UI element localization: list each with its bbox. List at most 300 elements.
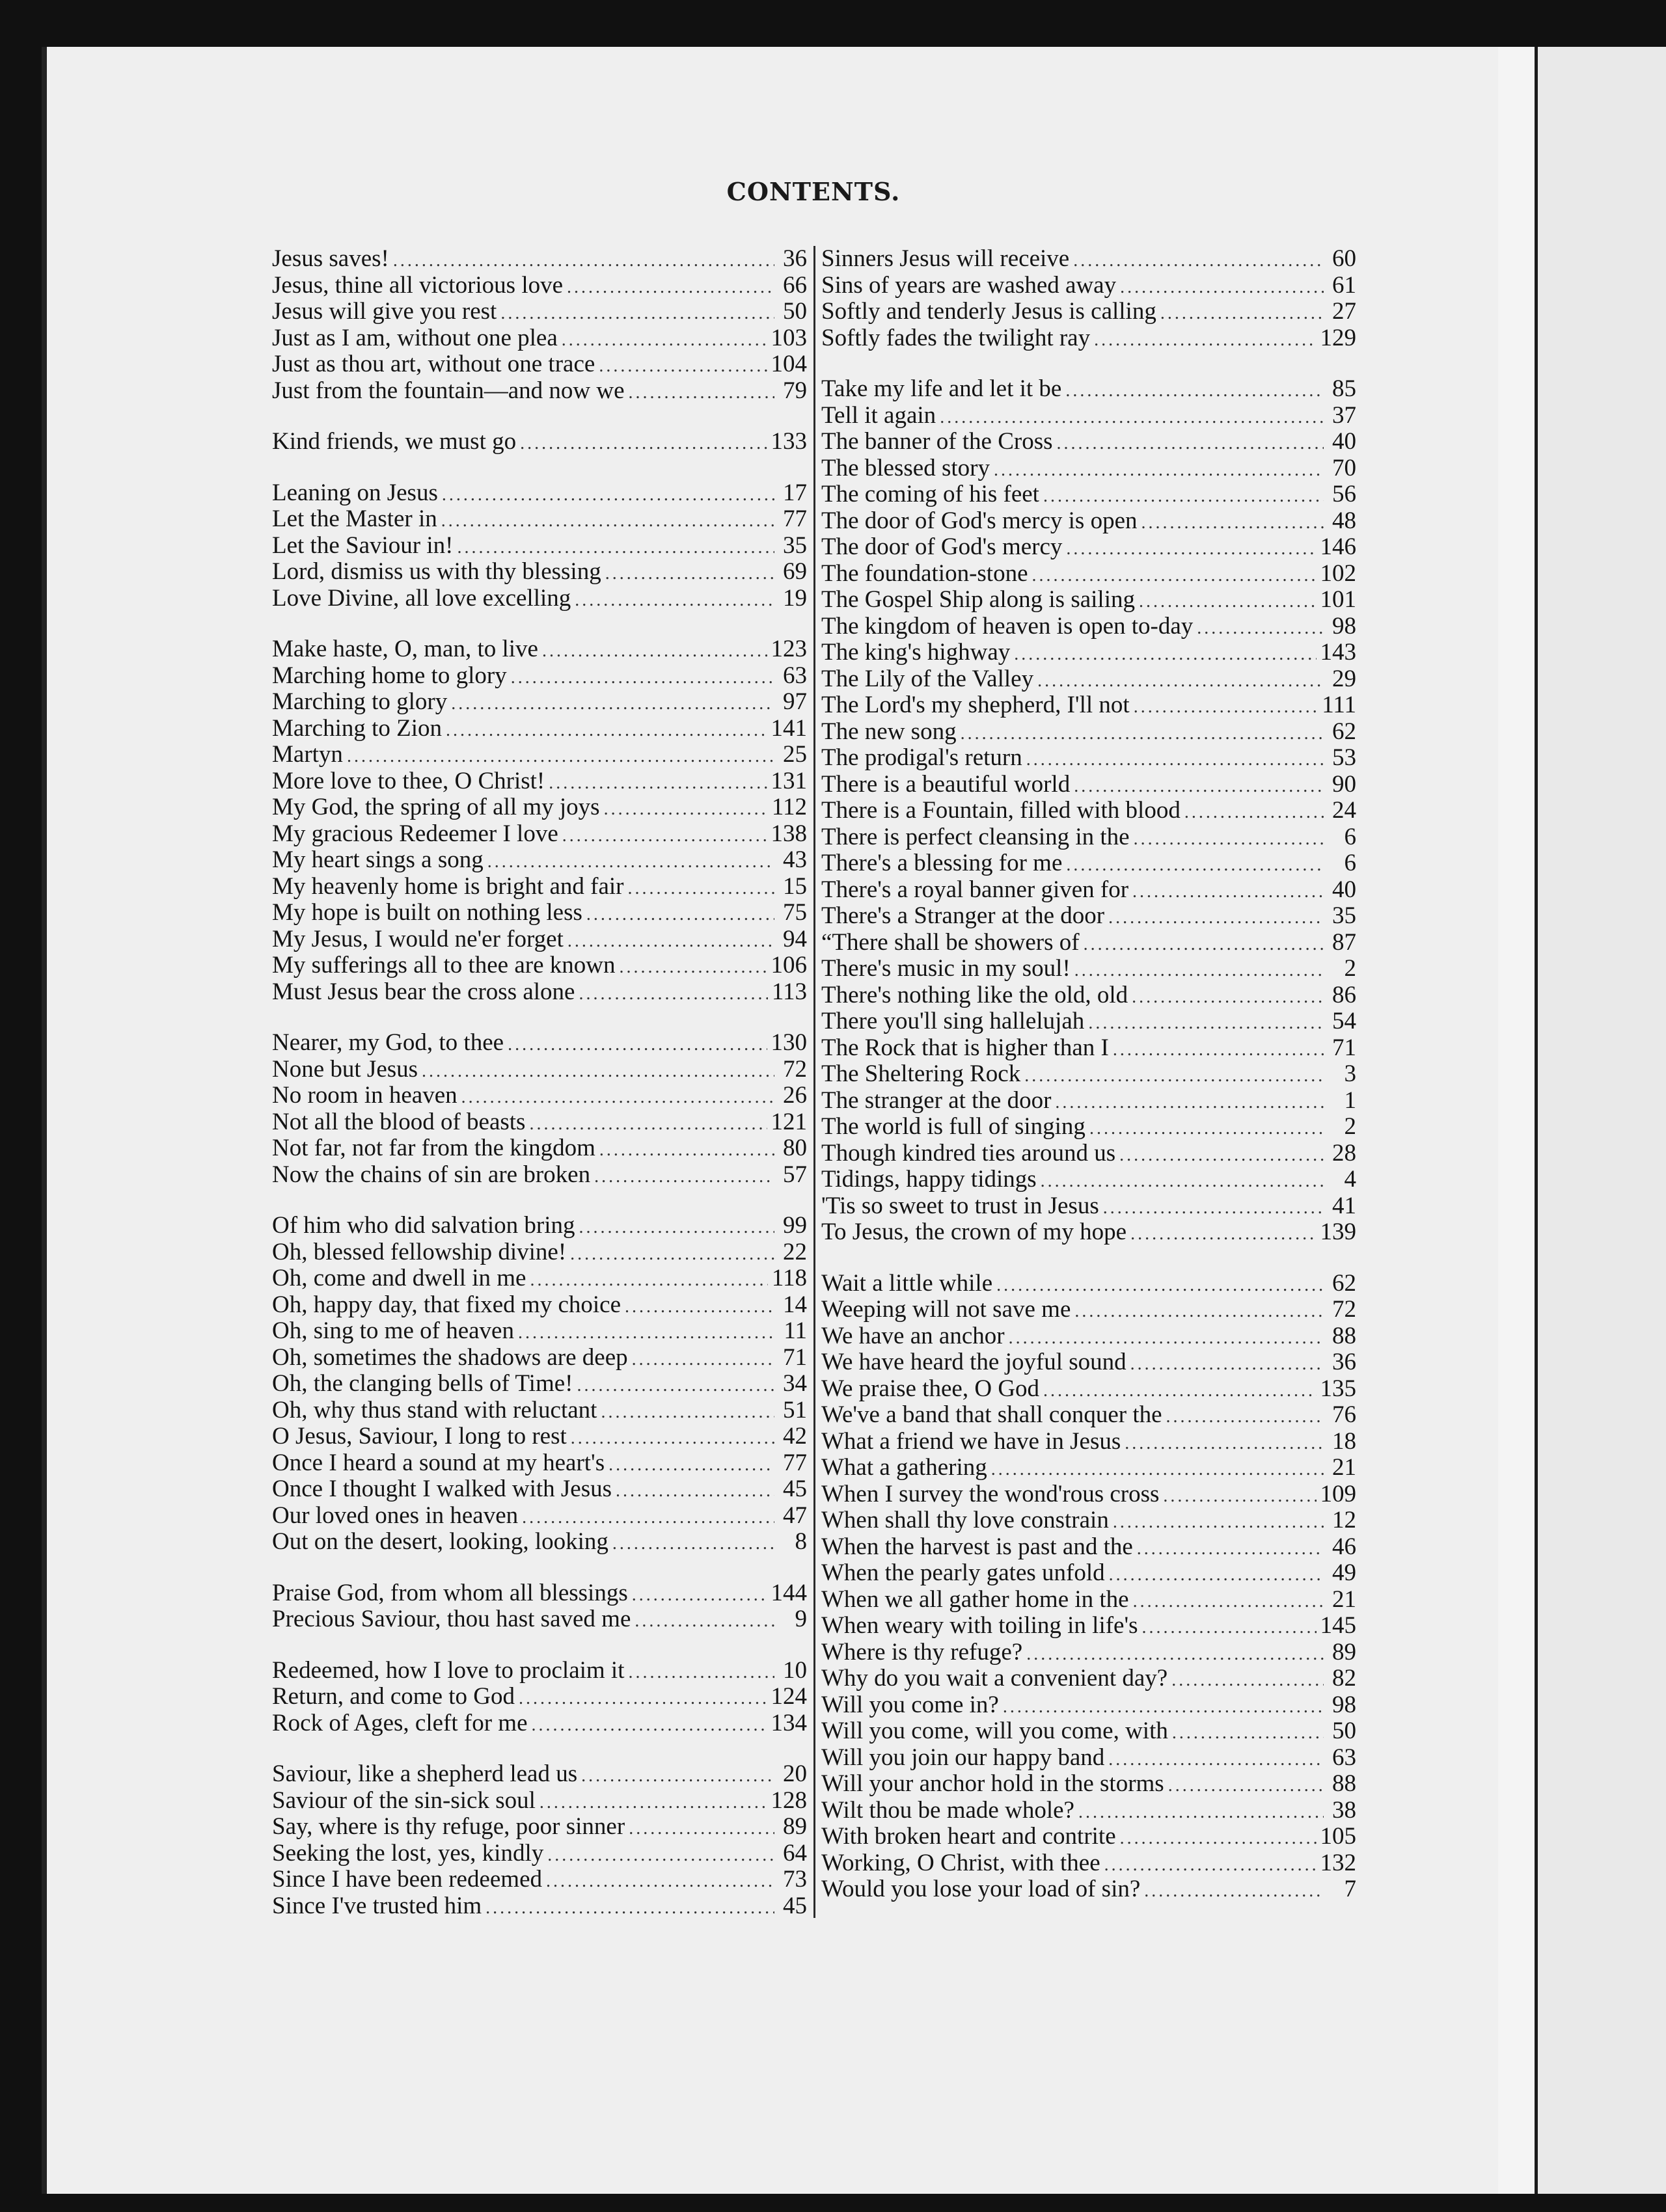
contents-entry bbox=[272, 794, 807, 821]
page-number: 131 bbox=[771, 768, 807, 794]
contents-entry bbox=[821, 1271, 1356, 1297]
dot-leader bbox=[629, 1660, 775, 1684]
contents-entry bbox=[272, 1503, 807, 1530]
contents-entry bbox=[272, 716, 807, 742]
dot-leader bbox=[608, 1452, 774, 1477]
hymn-title: The Rock that is higher than I bbox=[821, 1034, 1109, 1061]
page-number: 143 bbox=[1320, 640, 1356, 666]
contents-entry bbox=[272, 1684, 807, 1710]
page-number: 4 bbox=[1344, 1167, 1356, 1193]
page-number: 56 bbox=[1332, 481, 1356, 507]
hymn-title: My heart sings a song bbox=[272, 847, 484, 873]
dot-leader bbox=[629, 1816, 774, 1841]
hymn-title: No room in heaven bbox=[272, 1083, 457, 1109]
hymn-title: Oh, happy day, that fixed my choice bbox=[272, 1291, 621, 1318]
contents-entry bbox=[272, 952, 807, 979]
page-number: 57 bbox=[783, 1161, 807, 1188]
dot-leader bbox=[1119, 1142, 1324, 1167]
hymn-title: Just from the fountain—and now we bbox=[272, 377, 625, 404]
hymn-title: Since I have been redeemed bbox=[272, 1867, 543, 1893]
dot-leader bbox=[500, 301, 774, 325]
contents-group bbox=[272, 1580, 807, 1633]
contents-entry bbox=[272, 1658, 807, 1684]
page-number: 113 bbox=[771, 978, 807, 1005]
dot-leader bbox=[1024, 1063, 1324, 1088]
dot-leader bbox=[1074, 1299, 1324, 1323]
hymn-title: Let the Saviour in! bbox=[272, 532, 454, 559]
page-number: 12 bbox=[1332, 1507, 1356, 1533]
page-number: 42 bbox=[783, 1423, 807, 1450]
page-number: 40 bbox=[1332, 876, 1356, 903]
hymn-title: The coming of his feet bbox=[821, 481, 1039, 507]
dot-leader bbox=[1141, 510, 1324, 535]
hymn-title: What a friend we have in Jesus bbox=[821, 1428, 1121, 1455]
page-number: 71 bbox=[1332, 1034, 1356, 1061]
hymn-title: The Gospel Ship along is sailing bbox=[821, 587, 1135, 613]
dot-leader bbox=[629, 380, 774, 405]
page-number: 128 bbox=[771, 1787, 807, 1814]
contents-entry bbox=[272, 874, 807, 900]
dot-leader bbox=[991, 1457, 1324, 1481]
dot-leader bbox=[1132, 879, 1324, 904]
hymn-title: Sins of years are washed away bbox=[821, 272, 1117, 299]
hymn-title: Once I thought I walked with Jesus bbox=[272, 1476, 612, 1502]
page-number: 11 bbox=[784, 1318, 807, 1344]
contents-group bbox=[272, 1213, 807, 1556]
page-number: 22 bbox=[783, 1239, 807, 1265]
dot-leader bbox=[529, 1111, 767, 1136]
page-number: 70 bbox=[1332, 455, 1356, 481]
page-number: 46 bbox=[1332, 1533, 1356, 1560]
dot-leader bbox=[619, 954, 767, 979]
hymn-title: Wilt thou be made whole? bbox=[821, 1797, 1074, 1824]
page-number: 97 bbox=[783, 689, 807, 715]
dot-leader bbox=[1184, 800, 1324, 824]
page-number: 51 bbox=[783, 1397, 807, 1423]
contents-entry bbox=[272, 533, 807, 560]
dot-leader bbox=[1103, 1195, 1324, 1220]
contents-entry bbox=[272, 299, 807, 325]
page-number: 2 bbox=[1344, 1114, 1356, 1140]
dot-leader bbox=[511, 665, 774, 690]
page-number: 7 bbox=[1344, 1876, 1356, 1902]
dot-leader bbox=[487, 849, 774, 874]
hymn-title: We have heard the joyful sound bbox=[821, 1349, 1127, 1375]
contents-entry bbox=[272, 689, 807, 716]
dot-leader bbox=[1074, 774, 1324, 798]
page-number: 21 bbox=[1332, 1586, 1356, 1613]
dot-leader bbox=[632, 1347, 774, 1371]
dot-leader bbox=[604, 796, 768, 821]
dot-leader bbox=[996, 1273, 1324, 1297]
dot-leader bbox=[461, 1085, 774, 1109]
page-number: 75 bbox=[783, 900, 807, 926]
hymn-title: The kingdom of heaven is open to-day bbox=[821, 613, 1194, 640]
page-number: 141 bbox=[771, 715, 807, 742]
dot-leader bbox=[1084, 932, 1324, 956]
contents-entry bbox=[821, 1088, 1356, 1114]
contents-entry bbox=[821, 772, 1356, 798]
contents-entry bbox=[272, 1476, 807, 1503]
contents-entry bbox=[821, 614, 1356, 640]
dot-leader bbox=[1043, 1378, 1316, 1403]
hymn-title: Softly fades the twilight ray bbox=[821, 325, 1091, 351]
dot-leader bbox=[1132, 984, 1324, 1009]
hymn-title: Praise God, from whom all blessings bbox=[272, 1580, 628, 1606]
contents-group bbox=[821, 376, 1356, 1246]
page-number: 89 bbox=[783, 1814, 807, 1840]
page-number: 40 bbox=[1332, 429, 1356, 455]
contents-entry bbox=[272, 325, 807, 352]
page-number: 49 bbox=[1332, 1560, 1356, 1586]
contents-group bbox=[272, 246, 807, 404]
page-number: 36 bbox=[783, 246, 807, 272]
dot-leader bbox=[1168, 1773, 1324, 1798]
page-number: 45 bbox=[783, 1476, 807, 1502]
dot-leader bbox=[1108, 1747, 1324, 1772]
contents-entry bbox=[821, 1167, 1356, 1193]
hymn-title: Will you come in? bbox=[821, 1692, 999, 1718]
dot-leader bbox=[508, 1032, 767, 1057]
dot-leader bbox=[1163, 1483, 1316, 1508]
dot-leader bbox=[612, 1531, 774, 1556]
hymn-title: When we all gather home in the bbox=[821, 1586, 1129, 1613]
hymn-title: My Jesus, I would ne'er forget bbox=[272, 926, 564, 952]
contents-entry bbox=[821, 1140, 1356, 1167]
contents-entry bbox=[272, 1265, 807, 1292]
contents-entry bbox=[272, 979, 807, 1006]
dot-leader bbox=[1014, 641, 1316, 666]
page-number: 36 bbox=[1332, 1349, 1356, 1375]
contents-entry bbox=[821, 403, 1356, 429]
page-number: 50 bbox=[1332, 1718, 1356, 1744]
page-number: 66 bbox=[783, 272, 807, 299]
dot-leader bbox=[1134, 826, 1324, 851]
hymn-title: Saviour of the sin-sick soul bbox=[272, 1787, 536, 1814]
page-number: 106 bbox=[771, 952, 807, 978]
hymn-title: Oh, the clanging bells of Time! bbox=[272, 1371, 573, 1397]
contents-entry bbox=[821, 1613, 1356, 1639]
page-number: 85 bbox=[1332, 376, 1356, 402]
contents-entry bbox=[272, 1135, 807, 1162]
column-divider bbox=[813, 246, 815, 1918]
contents-entry bbox=[272, 1580, 807, 1607]
hymn-title: Tidings, happy tidings bbox=[821, 1167, 1037, 1193]
page-number: 3 bbox=[1344, 1061, 1356, 1087]
hymn-title: There's music in my soul! bbox=[821, 956, 1071, 982]
contents-entry bbox=[821, 1876, 1356, 1903]
hymn-title: There's a blessing for me bbox=[821, 850, 1063, 876]
hymn-title: Where is thy refuge? bbox=[821, 1639, 1023, 1666]
page-number: 90 bbox=[1332, 771, 1356, 798]
contents-entry bbox=[272, 1345, 807, 1371]
hymn-title: Saviour, like a shepherd lead us bbox=[272, 1761, 578, 1787]
hymn-title: Take my life and let it be bbox=[821, 376, 1062, 402]
hymn-title: Seeking the lost, yes, kindly bbox=[272, 1840, 544, 1867]
contents-entry bbox=[272, 1893, 807, 1920]
contents-entry bbox=[272, 821, 807, 848]
page-number: 121 bbox=[771, 1109, 807, 1135]
dot-leader bbox=[547, 1842, 774, 1867]
contents-entry bbox=[272, 1529, 807, 1556]
contents-entry bbox=[272, 429, 807, 455]
page-number: 101 bbox=[1320, 587, 1356, 613]
dot-leader bbox=[1032, 563, 1317, 587]
contents-entry bbox=[272, 1397, 807, 1424]
page-number: 77 bbox=[783, 506, 807, 532]
hymn-title: The world is full of singing bbox=[821, 1114, 1086, 1140]
page-number: 24 bbox=[1332, 798, 1356, 824]
contents-entry bbox=[272, 1030, 807, 1057]
dot-leader bbox=[519, 1686, 767, 1710]
contents-entry bbox=[821, 956, 1356, 982]
hymn-title: The Lord's my shepherd, I'll not bbox=[821, 692, 1130, 718]
dot-leader bbox=[567, 275, 774, 299]
contents-entry bbox=[821, 850, 1356, 877]
hymn-title: Oh, blessed fellowship divine! bbox=[272, 1239, 567, 1265]
hymn-title: Wait a little while bbox=[821, 1270, 993, 1297]
page-number: 77 bbox=[783, 1450, 807, 1476]
page-number: 64 bbox=[783, 1840, 807, 1867]
dot-leader bbox=[1026, 747, 1324, 772]
hymn-title: The blessed story bbox=[821, 455, 990, 481]
hymn-title: None but Jesus bbox=[272, 1056, 418, 1083]
hymn-title: Leaning on Jesus bbox=[272, 479, 438, 506]
contents-entry bbox=[821, 1061, 1356, 1088]
page-number: 99 bbox=[783, 1213, 807, 1239]
contents-entry bbox=[272, 1371, 807, 1397]
hymn-title: The Sheltering Rock bbox=[821, 1061, 1021, 1087]
hymn-title: Will you join our happy band bbox=[821, 1744, 1105, 1771]
page-number: 61 bbox=[1332, 272, 1356, 299]
page-number: 88 bbox=[1332, 1323, 1356, 1349]
page-gutter bbox=[1498, 47, 1535, 2194]
hymn-title: The door of God's mercy bbox=[821, 534, 1063, 560]
page-number: 26 bbox=[783, 1083, 807, 1109]
contents-entry bbox=[272, 378, 807, 405]
page-number: 86 bbox=[1332, 982, 1356, 1008]
dot-leader bbox=[961, 721, 1324, 746]
contents-entry bbox=[821, 508, 1356, 535]
page-number: 17 bbox=[783, 479, 807, 506]
hymn-title: Our loved ones in heaven bbox=[272, 1502, 519, 1529]
dot-leader bbox=[1065, 378, 1324, 403]
contents-entry bbox=[821, 1771, 1356, 1798]
contents-entry bbox=[272, 1162, 807, 1189]
page-number: 14 bbox=[783, 1291, 807, 1318]
dot-leader bbox=[577, 1373, 774, 1397]
page-number: 20 bbox=[783, 1761, 807, 1787]
contents-entry bbox=[272, 1292, 807, 1319]
contents-entry bbox=[272, 1606, 807, 1633]
contents-entry bbox=[272, 742, 807, 768]
contents-entry bbox=[272, 1423, 807, 1450]
dot-leader bbox=[1142, 1615, 1317, 1639]
dot-leader bbox=[579, 981, 767, 1006]
dot-leader bbox=[539, 1790, 767, 1814]
contents-entry bbox=[821, 1481, 1356, 1508]
dot-leader bbox=[393, 248, 774, 273]
contents-entry bbox=[821, 1507, 1356, 1534]
page-number: 138 bbox=[771, 820, 807, 847]
hymn-title: Just as thou art, without one trace bbox=[272, 351, 595, 377]
contents-entry bbox=[272, 1867, 807, 1893]
contents-entry bbox=[821, 930, 1356, 956]
page-number: 35 bbox=[1332, 903, 1356, 929]
hymn-title: When weary with toiling in life's bbox=[821, 1613, 1138, 1639]
dot-leader bbox=[1055, 1090, 1324, 1114]
dot-leader bbox=[1137, 1536, 1324, 1561]
dot-leader bbox=[586, 902, 774, 926]
contents-entry bbox=[272, 506, 807, 533]
hymn-title: Make haste, O, man, to live bbox=[272, 636, 538, 662]
contents-entry bbox=[821, 1666, 1356, 1692]
hymn-title: My hope is built on nothing less bbox=[272, 900, 582, 926]
contents-entry bbox=[821, 481, 1356, 508]
hymn-title: O Jesus, Saviour, I long to rest bbox=[272, 1423, 567, 1450]
dot-leader bbox=[520, 431, 767, 455]
dot-leader bbox=[1089, 1116, 1324, 1140]
contents-entry bbox=[272, 351, 807, 378]
dot-leader bbox=[451, 691, 774, 716]
page-number: 88 bbox=[1332, 1771, 1356, 1797]
hymn-title: 'Tis so sweet to trust in Jesus bbox=[821, 1193, 1099, 1219]
page-number: 73 bbox=[783, 1867, 807, 1893]
page-number: 41 bbox=[1332, 1193, 1356, 1219]
contents-entry bbox=[272, 847, 807, 874]
contents-entry bbox=[272, 246, 807, 273]
page-number: 62 bbox=[1332, 1270, 1356, 1297]
hymn-title: Precious Saviour, thou hast saved me bbox=[272, 1606, 631, 1632]
hymn-title: Weeping will not save me bbox=[821, 1297, 1071, 1323]
contents-entry bbox=[272, 1814, 807, 1841]
hymn-title: To Jesus, the crown of my hope bbox=[821, 1219, 1127, 1245]
hymn-title: My heavenly home is bright and fair bbox=[272, 873, 624, 900]
contents-entry bbox=[272, 273, 807, 299]
page-number: 145 bbox=[1320, 1613, 1356, 1639]
dot-leader bbox=[542, 638, 767, 663]
page-number: 89 bbox=[1332, 1639, 1356, 1666]
hymn-title: The door of God's mercy is open bbox=[821, 507, 1138, 534]
contents-entry bbox=[272, 1239, 807, 1266]
hymn-title: My gracious Redeemer I love bbox=[272, 820, 558, 847]
contents-entry bbox=[272, 559, 807, 586]
contents-entry bbox=[821, 666, 1356, 693]
dot-leader bbox=[1066, 852, 1324, 877]
page-number: 87 bbox=[1332, 929, 1356, 956]
contents-title: CONTENTS. bbox=[726, 177, 901, 206]
page-number: 123 bbox=[771, 636, 807, 662]
dot-leader bbox=[599, 353, 767, 378]
contents-entry bbox=[272, 1083, 807, 1109]
hymn-title: The stranger at the door bbox=[821, 1087, 1052, 1114]
hymn-title: Oh, sing to me of heaven bbox=[272, 1318, 514, 1344]
page-number: 130 bbox=[771, 1030, 807, 1056]
page-number: 1 bbox=[1344, 1087, 1356, 1114]
contents-entry bbox=[821, 692, 1356, 719]
hymn-title: Now the chains of sin are broken bbox=[272, 1161, 591, 1188]
contents-entry bbox=[821, 903, 1356, 930]
contents-entry bbox=[821, 1692, 1356, 1719]
hymn-title: When the harvest is past and the bbox=[821, 1533, 1133, 1560]
dot-leader bbox=[1113, 1037, 1324, 1062]
page-number: 8 bbox=[795, 1529, 807, 1555]
page-number: 63 bbox=[1332, 1744, 1356, 1771]
dot-leader bbox=[1109, 1562, 1324, 1587]
contents-entry bbox=[821, 246, 1356, 273]
page-number: 98 bbox=[1332, 1692, 1356, 1718]
dot-leader bbox=[518, 1320, 774, 1345]
contents-entry bbox=[821, 1114, 1356, 1140]
dot-leader bbox=[994, 457, 1324, 482]
contents-entry bbox=[821, 1455, 1356, 1481]
contents-entry bbox=[272, 1761, 807, 1788]
dot-leader bbox=[1009, 1325, 1324, 1350]
page-number: 29 bbox=[1332, 666, 1356, 692]
hymn-title: There's a Stranger at the door bbox=[821, 903, 1105, 929]
hymn-title: Tell it again bbox=[821, 402, 936, 429]
hymn-title: Of him who did salvation bring bbox=[272, 1213, 575, 1239]
contents-group bbox=[821, 1271, 1356, 1903]
contents-entry bbox=[821, 1219, 1356, 1246]
dot-leader bbox=[1074, 958, 1324, 982]
hymn-title: What a gathering bbox=[821, 1455, 987, 1481]
page-number: 124 bbox=[771, 1684, 807, 1710]
page-number: 102 bbox=[1320, 560, 1356, 587]
page-number: 48 bbox=[1332, 507, 1356, 534]
page-number: 53 bbox=[1332, 745, 1356, 771]
hymn-title: Once I heard a sound at my heart's bbox=[272, 1450, 605, 1476]
contents-entry bbox=[821, 534, 1356, 561]
page-number: 6 bbox=[1344, 824, 1356, 850]
dot-leader bbox=[627, 876, 774, 900]
contents-entry bbox=[272, 586, 807, 612]
hymn-title: The banner of the Cross bbox=[821, 429, 1053, 455]
dot-leader bbox=[347, 744, 774, 768]
dot-leader bbox=[581, 1763, 774, 1788]
hymn-title: Since I've trusted him bbox=[272, 1893, 482, 1919]
page-number: 132 bbox=[1320, 1850, 1356, 1876]
hymn-title: Working, O Christ, with thee bbox=[821, 1850, 1100, 1876]
contents-entry bbox=[821, 1008, 1356, 1035]
hymn-title: “There shall be showers of bbox=[821, 929, 1080, 956]
hymn-title: My sufferings all to thee are known bbox=[272, 952, 616, 978]
page-number: 112 bbox=[771, 794, 807, 820]
dot-leader bbox=[546, 1868, 774, 1893]
dot-leader bbox=[1160, 301, 1324, 325]
dot-leader bbox=[1130, 1221, 1316, 1246]
dot-leader bbox=[422, 1059, 774, 1083]
hymn-title: There is a Fountain, filled with blood bbox=[821, 798, 1181, 824]
contents-entry bbox=[821, 1534, 1356, 1561]
dot-leader bbox=[567, 928, 774, 953]
page-number: 15 bbox=[783, 873, 807, 900]
dot-leader bbox=[1003, 1694, 1324, 1719]
dot-leader bbox=[599, 1137, 774, 1162]
page-number: 9 bbox=[795, 1606, 807, 1632]
page-number: 135 bbox=[1320, 1375, 1356, 1402]
contents-entry bbox=[821, 1824, 1356, 1850]
page-number: 34 bbox=[783, 1371, 807, 1397]
page-number: 118 bbox=[771, 1265, 807, 1291]
hymn-title: Nearer, my God, to thee bbox=[272, 1030, 504, 1056]
page-number: 19 bbox=[783, 585, 807, 612]
dot-leader bbox=[1144, 1878, 1324, 1903]
hymn-title: Must Jesus bear the cross alone bbox=[272, 978, 575, 1005]
dot-leader bbox=[457, 535, 774, 560]
hymn-title: Redeemed, how I love to proclaim it bbox=[272, 1657, 625, 1684]
hymn-title: Say, where is thy refuge, poor sinner bbox=[272, 1814, 625, 1840]
